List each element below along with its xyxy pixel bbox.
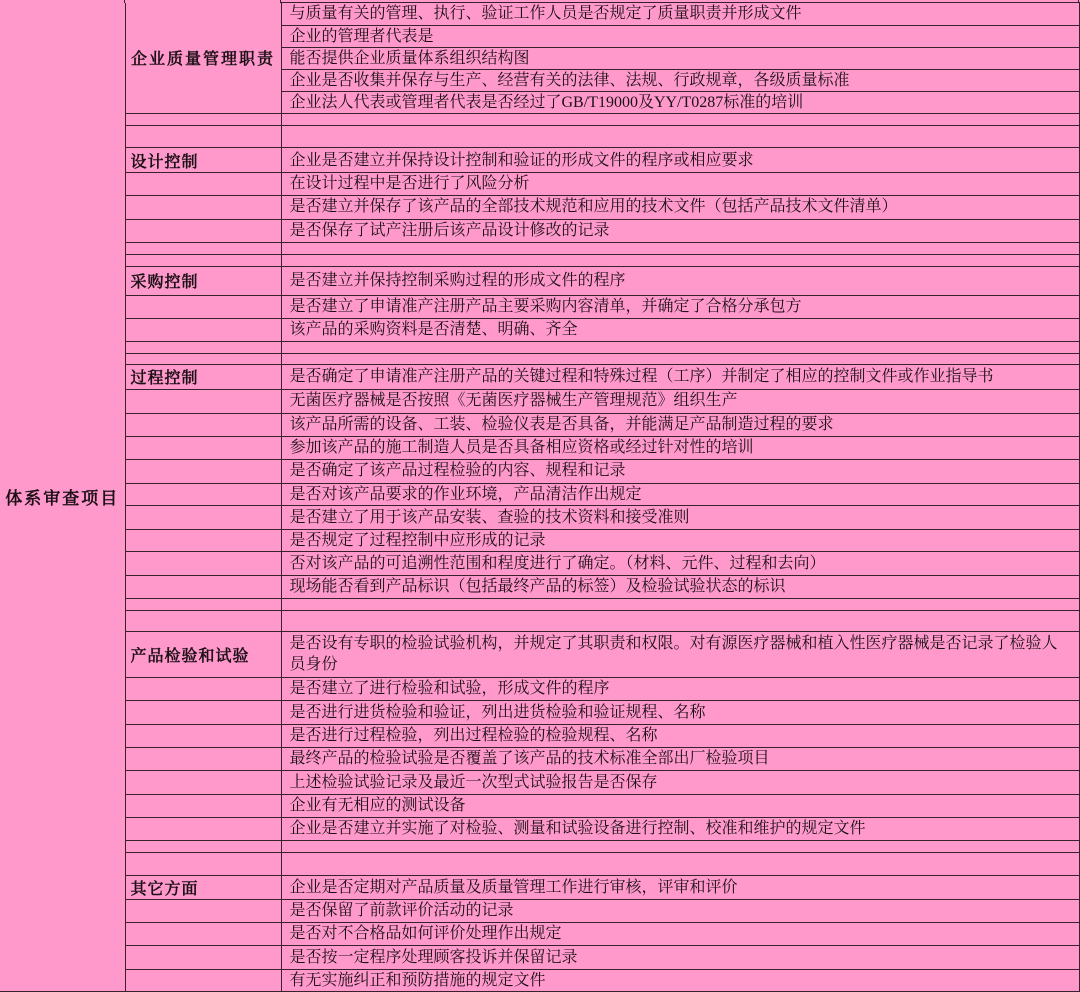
spacer-row: [0, 598, 1080, 610]
empty-category-cell: [125, 794, 281, 817]
empty-item-cell: [281, 254, 1080, 266]
empty-category-cell: [125, 483, 281, 505]
table-row: [0, 631, 1080, 677]
empty-category-cell: [125, 575, 281, 598]
empty-category-cell: [125, 219, 281, 242]
empty-category-cell: [125, 610, 281, 631]
section-label-cell: 过程控制: [125, 364, 281, 389]
table-row: [0, 817, 1080, 840]
empty-item-cell: [281, 353, 1080, 364]
audit-table: [0, 2, 1080, 992]
empty-category-cell: [125, 389, 281, 413]
item-text-cell: 是否建立了用于该产品安装、查验的技术资料和接受准则: [281, 505, 1080, 529]
section-label-cell: 产品检验和试验: [125, 631, 281, 677]
table-row: [0, 700, 1080, 724]
item-text-cell: 是否确定了该产品过程检验的内容、规程和记录: [281, 459, 1080, 483]
item-text-cell: 是否建立了进行检验和试验，形成文件的程序: [281, 677, 1080, 700]
table-row: [0, 747, 1080, 770]
empty-category-cell: [125, 114, 281, 126]
section-label-cell: 采购控制: [125, 266, 281, 295]
table-row: [0, 483, 1080, 505]
table-row: [0, 875, 1080, 899]
item-text-cell: 有无实施纠正和预防措施的规定文件: [281, 969, 1080, 991]
empty-item-cell: [281, 840, 1080, 852]
empty-category-cell: [125, 945, 281, 969]
table-row: [0, 318, 1080, 341]
empty-category-cell: [125, 341, 281, 353]
empty-category-cell: [125, 840, 281, 852]
item-text-cell: 是否按一定程序处理顾客投诉并保留记录: [281, 945, 1080, 969]
item-text-cell: 是否保存了试产注册后该产品设计修改的记录: [281, 219, 1080, 242]
empty-category-cell: [125, 529, 281, 551]
item-text-cell: 该产品的采购资料是否清楚、明确、齐全: [281, 318, 1080, 341]
empty-item-cell: [281, 852, 1080, 875]
spacer-row: [0, 242, 1080, 254]
item-text-cell: 是否确定了申请准产注册产品的关键过程和特殊过程（工序）并制定了相应的控制文件或作业指导书: [281, 364, 1080, 389]
table-row: [0, 969, 1080, 991]
empty-category-cell: [125, 598, 281, 610]
spacer-row: [0, 126, 1080, 148]
empty-category-cell: [125, 969, 281, 991]
item-text-cell: 企业是否建立并保持设计控制和验证的形成文件的程序或相应要求: [281, 148, 1080, 173]
table-row: [0, 266, 1080, 295]
empty-category-cell: [125, 459, 281, 483]
empty-category-cell: [125, 551, 281, 575]
spacer-row: [0, 840, 1080, 852]
empty-category-cell: [125, 254, 281, 266]
table-row: [0, 724, 1080, 747]
table-row: [0, 677, 1080, 700]
table-row: [0, 3, 1080, 26]
table-row: [0, 794, 1080, 817]
table-row: [0, 219, 1080, 242]
empty-category-cell: [125, 700, 281, 724]
empty-category-cell: [125, 195, 281, 219]
item-text-cell: 企业有无相应的测试设备: [281, 794, 1080, 817]
section-label-cell: 其它方面: [125, 875, 281, 899]
item-text-cell: 上述检验试验记录及最近一次型式试验报告是否保存: [281, 770, 1080, 794]
empty-category-cell: [125, 899, 281, 922]
empty-category-cell: [125, 770, 281, 794]
empty-category-cell: [125, 505, 281, 529]
item-text-cell: 无菌医疗器械是否按照《无菌医疗器械生产管理规范》组织生产: [281, 389, 1080, 413]
item-text-cell: 与质量有关的管理、执行、验证工作人员是否规定了质量职责并形成文件: [281, 3, 1080, 26]
table-row: [0, 148, 1080, 173]
item-text-cell: 企业是否定期对产品质量及质量管理工作进行审核，评审和评价: [281, 875, 1080, 899]
item-text-cell: 是否保留了前款评价活动的记录: [281, 899, 1080, 922]
item-text-cell: 该产品所需的设备、工装、检验仪表是否具备，并能满足产品制造过程的要求: [281, 413, 1080, 436]
empty-category-cell: [125, 173, 281, 195]
empty-category-cell: [125, 677, 281, 700]
table-row: [0, 413, 1080, 436]
table-row: [0, 899, 1080, 922]
item-text-cell: 能否提供企业质量体系组织结构图: [281, 48, 1080, 70]
item-text-cell: 是否建立并保持控制采购过程的形成文件的程序: [281, 266, 1080, 295]
empty-category-cell: [125, 724, 281, 747]
item-text-cell: 是否设有专职的检验试验机构，并规定了其职责和权限。对有源医疗器械和植入性医疗器械是否记录了检验人员身份: [281, 631, 1080, 677]
empty-item-cell: [281, 126, 1080, 148]
empty-category-cell: [125, 353, 281, 364]
empty-category-cell: [125, 922, 281, 945]
table-row: [0, 922, 1080, 945]
item-text-cell: 企业的管理者代表是: [281, 26, 1080, 48]
section-label-cell: 设计控制: [125, 148, 281, 173]
table-row: [0, 770, 1080, 794]
table-row: [0, 295, 1080, 318]
empty-item-cell: [281, 114, 1080, 126]
empty-item-cell: [281, 598, 1080, 610]
item-text-cell: 在设计过程中是否进行了风险分析: [281, 173, 1080, 195]
item-text-cell: 是否建立并保存了该产品的全部技术规范和应用的技术文件（包括产品技术文件清单）: [281, 195, 1080, 219]
table-row: [0, 529, 1080, 551]
table-row: [0, 389, 1080, 413]
item-text-cell: 企业是否建立并实施了对检验、测量和试验设备进行控制、校准和维护的规定文件: [281, 817, 1080, 840]
table-row: [0, 575, 1080, 598]
item-text-cell: 是否建立了申请准产注册产品主要采购内容清单，并确定了合格分承包方: [281, 295, 1080, 318]
empty-category-cell: [125, 436, 281, 459]
empty-category-cell: [125, 852, 281, 875]
empty-item-cell: [281, 242, 1080, 254]
item-text-cell: 企业法人代表或管理者代表是否经过了GB/T19000及YY/T0287标准的培训: [281, 92, 1080, 114]
item-text-cell: 企业是否收集并保存与生产、经营有关的法律、法规、行政规章，各级质量标准: [281, 70, 1080, 92]
spacer-row: [0, 341, 1080, 353]
spacer-row: [0, 610, 1080, 631]
empty-category-cell: [125, 817, 281, 840]
item-text-cell: 参加该产品的施工制造人员是否具备相应资格或经过针对性的培训: [281, 436, 1080, 459]
table-row: [0, 459, 1080, 483]
spacer-row: [0, 353, 1080, 364]
item-text-cell: 是否进行过程检验，列出过程检验的检验规程、名称: [281, 724, 1080, 747]
spacer-row: [0, 852, 1080, 875]
item-text-cell: 否对该产品的可追溯性范围和程度进行了确定。（材料、元件、过程和去向）: [281, 551, 1080, 575]
table-row: [0, 945, 1080, 969]
table-row: [0, 195, 1080, 219]
item-text-cell: 最终产品的检验试验是否覆盖了该产品的技术标准全部出厂检验项目: [281, 747, 1080, 770]
row-group-cell: 体系审查项目: [0, 3, 125, 992]
item-text-cell: 是否规定了过程控制中应形成的记录: [281, 529, 1080, 551]
item-text-cell: 是否对该产品要求的作业环境，产品清洁作出规定: [281, 483, 1080, 505]
spacer-row: [0, 114, 1080, 126]
empty-category-cell: [125, 318, 281, 341]
empty-category-cell: [125, 413, 281, 436]
empty-item-cell: [281, 341, 1080, 353]
empty-category-cell: [125, 295, 281, 318]
audit-table-body: [0, 3, 1080, 992]
table-row: [0, 551, 1080, 575]
table-row: [0, 173, 1080, 195]
item-text-cell: 现场能否看到产品标识（包括最终产品的标签）及检验试验状态的标识: [281, 575, 1080, 598]
empty-category-cell: [125, 126, 281, 148]
table-row: [0, 364, 1080, 389]
item-text-cell: 是否进行进货检验和验证，列出进货检验和验证规程、名称: [281, 700, 1080, 724]
empty-category-cell: [125, 747, 281, 770]
section-label-cell: 企业质量管理职责: [125, 3, 281, 114]
empty-item-cell: [281, 610, 1080, 631]
empty-category-cell: [125, 242, 281, 254]
spacer-row: [0, 254, 1080, 266]
table-row: [0, 436, 1080, 459]
table-row: [0, 505, 1080, 529]
item-text-cell: 是否对不合格品如何评价处理作出规定: [281, 922, 1080, 945]
